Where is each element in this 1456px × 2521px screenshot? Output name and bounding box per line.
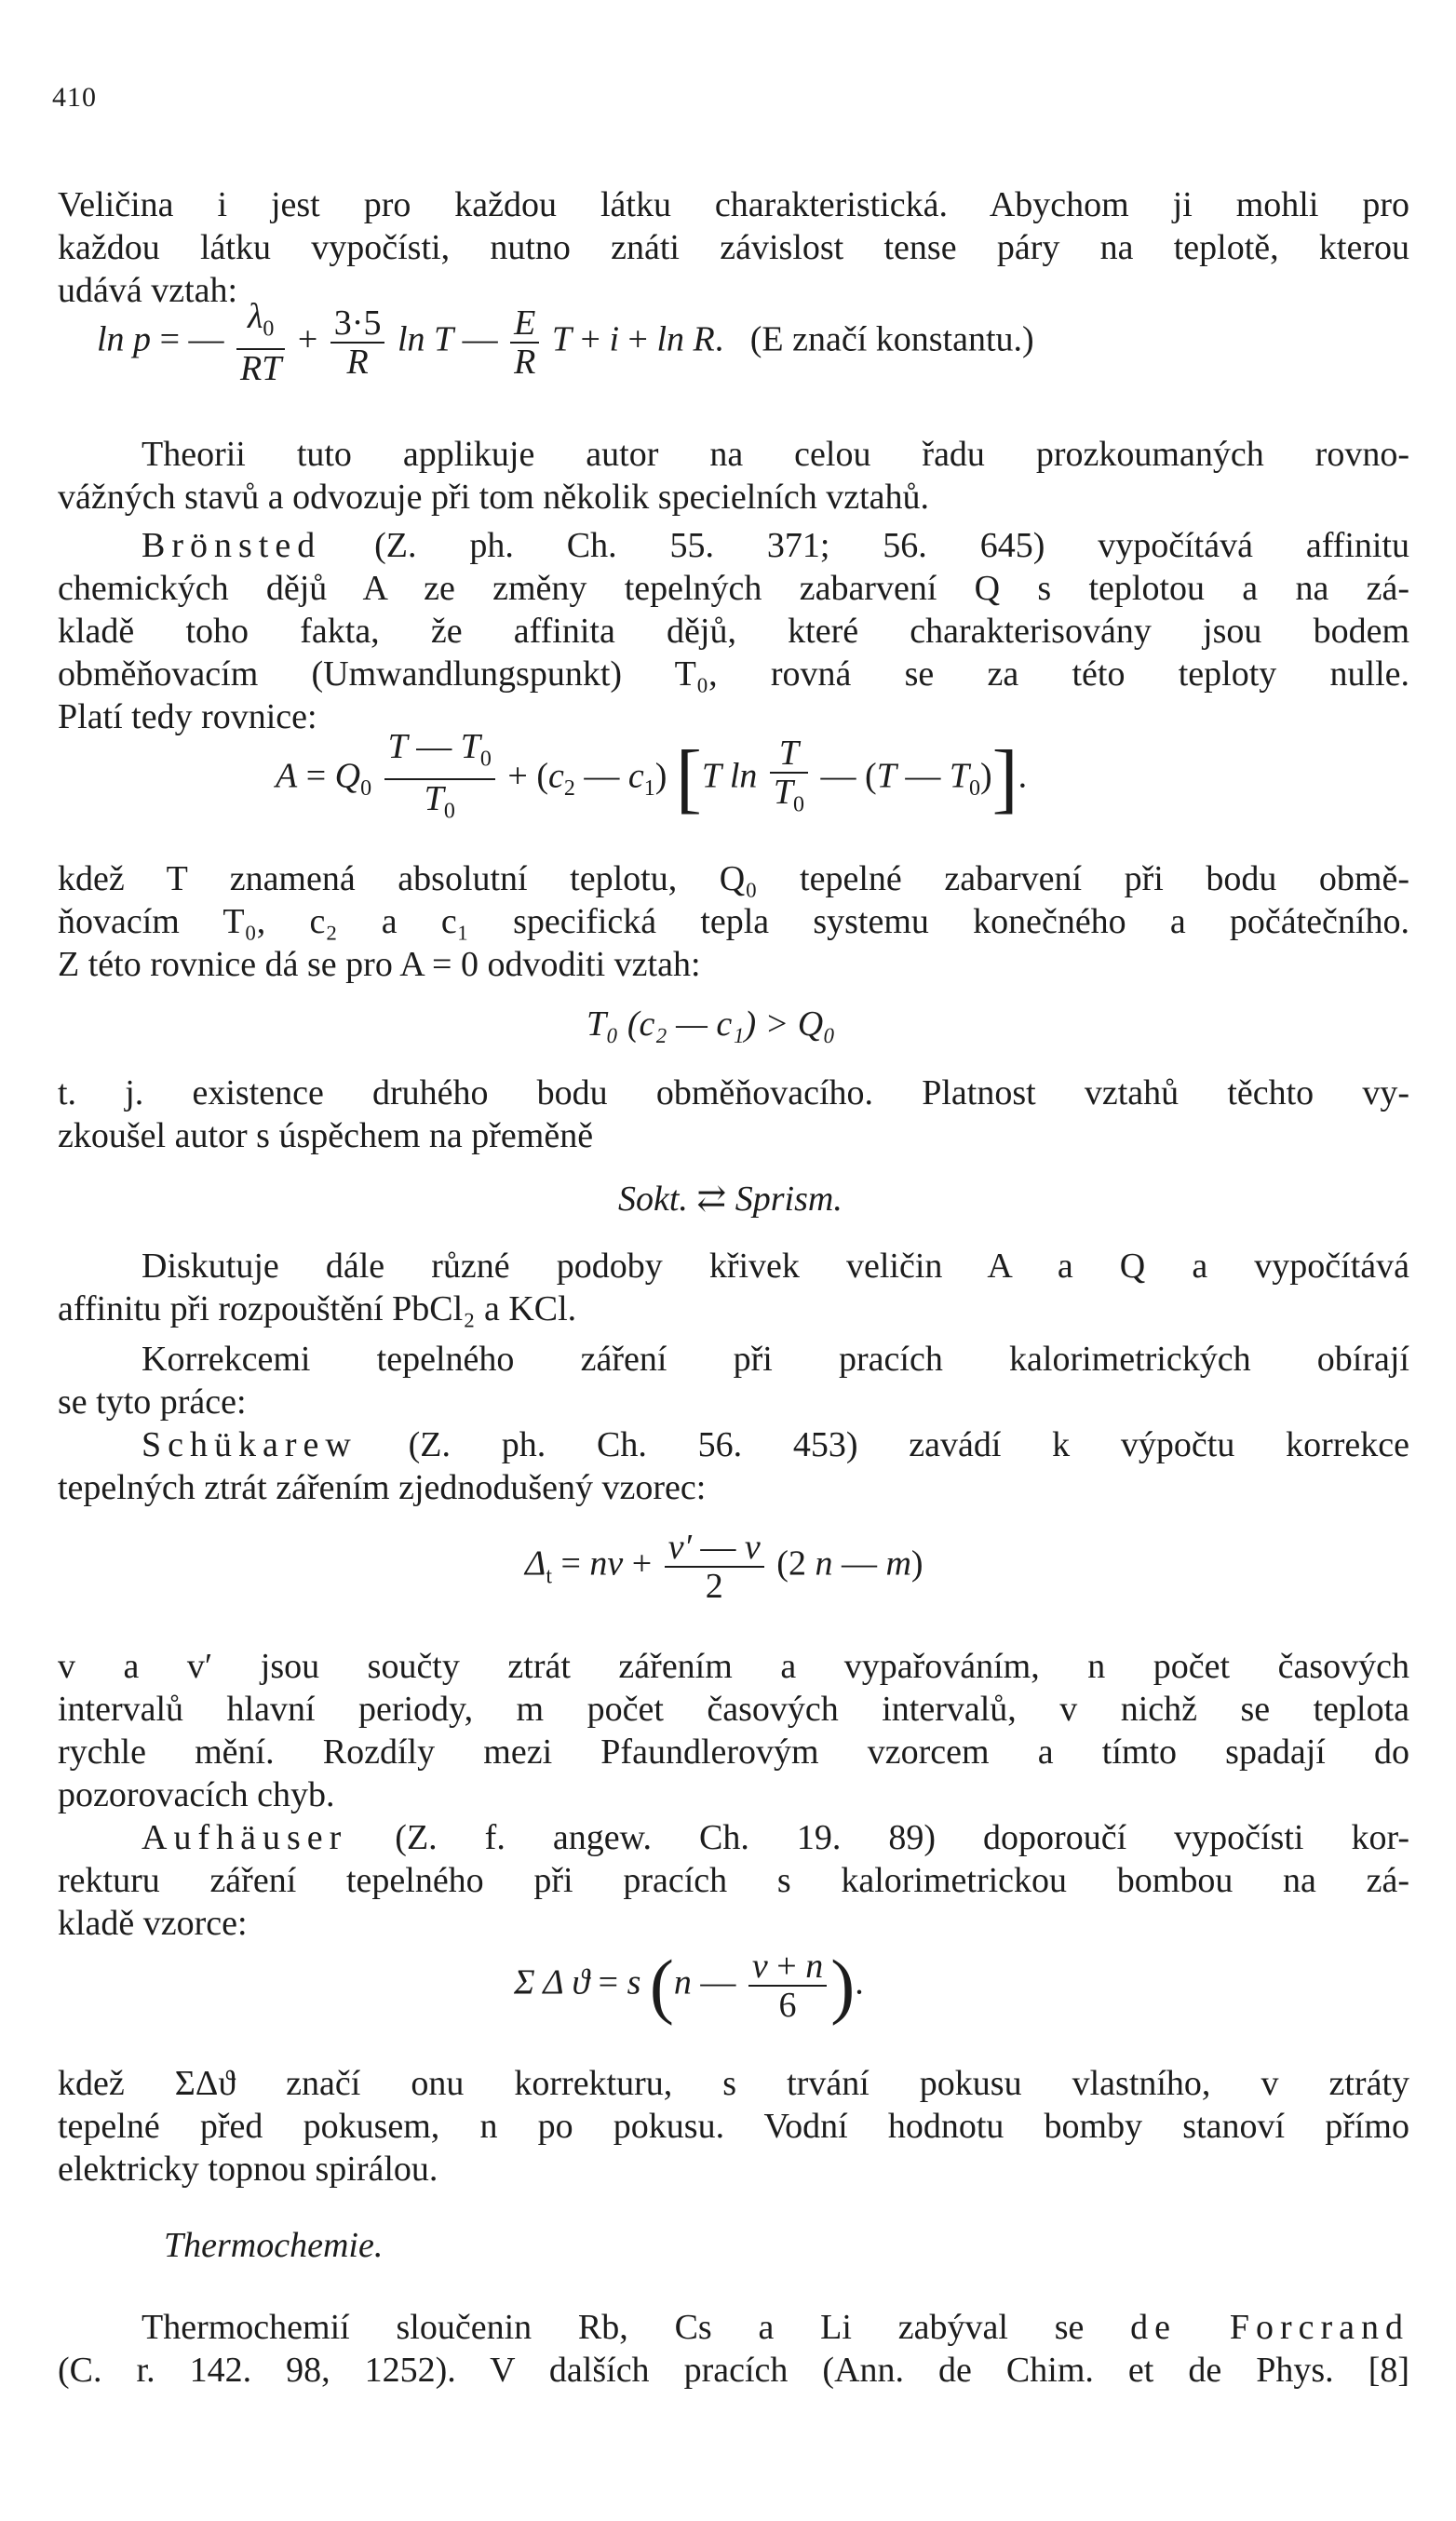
author-name: Schükarew <box>142 1425 357 1464</box>
text-line: udává vztah: <box>58 271 238 310</box>
author-name: Brönsted <box>142 526 322 565</box>
text-line: se tyto práce: <box>58 1382 247 1422</box>
text-line: Diskutuje dále různé podoby křivek veličin A a Q a vypočítává <box>142 1247 1409 1286</box>
text-fragment: (Z. ph. Ch. 55. 371; 56. 645) vypočítává affinitu <box>374 526 1409 565</box>
text-line: tepelných ztrát zářením zjednodušený vzorec: <box>58 1468 707 1507</box>
text-line: tepelné před pokusem, n po pokusu. Vodní hodnotu bomby stanoví přímo <box>58 2107 1409 2146</box>
text-line <box>142 2307 1409 2348</box>
text-line: pozorovacích chyb. <box>58 1775 335 1814</box>
text-line: v a v′ jsou součty ztrát zářením a vypařováním, n počet časových <box>58 1647 1409 1686</box>
text-line: (C. r. 142. 98, 1252). V dalších pracích (Ann. de Chim. et de Phys. [8] <box>58 2351 1409 2390</box>
text-line: Veličina i jest pro každou látku charakteristická. Abychom ji mohli pro <box>58 185 1409 224</box>
text-line: vážných stavů a odvozuje při tom několik specielních vztahů. <box>58 478 929 517</box>
text-line: zkoušel autor s úspěchem na přeměně <box>58 1116 594 1155</box>
author-name: de Forcrand <box>1130 2308 1410 2347</box>
text-line: Platí tedy rovnice: <box>58 697 317 736</box>
equation-condition: T₀ (c₂ — c₁) > Q₀ <box>586 1004 836 1044</box>
equation-radiation-correction: $\Delta_t$ = nv + $\frac{v' — v}{2}$ (2 n — m) <box>525 1528 923 1606</box>
text-line: chemických dějů A ze změny tepelných zabarvení Q s teplotou a na zá- <box>58 569 1409 608</box>
text-fragment: (Z. ph. Ch. 56. 453) zavádí k výpočtu korrekce <box>408 1425 1410 1464</box>
text-line: každou látku vypočísti, nutno znáti závislost tense páry na teplotě, kterou <box>58 228 1409 267</box>
text-line <box>142 525 1409 566</box>
text-line: rekturu záření tepelného při pracích s kalorimetrickou bombou na zá- <box>58 1861 1409 1900</box>
text-line <box>142 1817 1409 1858</box>
text-line: intervalů hlavní periody, m počet časových intervalů, v nichž se teplota <box>58 1690 1409 1729</box>
equation-vapor-pressure: ln p = — $\frac{\lambda_0}{RT}$ + $\frac{3\cdot 5}{R}$ ln T — $\frac{E}{R}$ T + i + ln R. (E značí konstantu.) <box>97 297 1034 388</box>
text-line: obměňovacím (Umwandlungspunkt) T₀, rovná se za této teploty nulle. <box>58 654 1409 694</box>
text-line <box>142 1424 1409 1465</box>
text-line: Korrekcemi tepelného záření při pracích kalorimetrických obírají <box>142 1340 1409 1379</box>
page-number: 410 <box>52 82 97 113</box>
text-fragment: (Z. f. angew. Ch. 19. 89) doporoučí vypočísti kor- <box>395 1818 1410 1857</box>
text-line: kdež ΣΔϑ značí onu korrekturu, s trvání pokusu vlastního, v ztráty <box>58 2064 1409 2103</box>
equation-transformation: Sokt. ⇄ Sprism. <box>618 1180 843 1219</box>
equation-bomb-correction: Σ Δ ϑ = s (n — $\frac{v + n}{6}$ ). <box>514 1945 864 2026</box>
text-line: kdež T znamená absolutní teplotu, Q₀ tepelné zabarvení při bodu obmě- <box>58 859 1409 898</box>
author-name: Aufhäuser <box>142 1818 348 1857</box>
text-line: ňovacím T₀, c₂ a c₁ specifická tepla systemu konečného a počátečního. <box>58 902 1409 941</box>
text-line: elektricky topnou spirálou. <box>58 2150 438 2189</box>
section-heading: Thermochemie. <box>164 2226 384 2265</box>
text-line: t. j. existence druhého bodu obměňovacího. Platnost vztahů těchto vy- <box>58 1073 1409 1112</box>
text-line: rychle mění. Rozdíly mezi Pfaundlerovým vzorcem a tímto spadají do <box>58 1732 1409 1772</box>
text-line: kladě vzorce: <box>58 1904 248 1943</box>
text-line: Z této rovnice dá se pro A = 0 odvoditi vztah: <box>58 945 701 984</box>
text-line: affinitu při rozpouštění PbCl₂ a KCl. <box>58 1289 577 1328</box>
text-fragment: Thermochemií sloučenin Rb, Cs a Li zabýval se <box>142 2308 1085 2347</box>
text-line: Theorii tuto applikuje autor na celou řadu prozkoumaných rovno- <box>142 435 1409 474</box>
equation-note: (E značí konstantu.) <box>749 319 1034 359</box>
text-line: kladě toho fakta, že affinita dějů, které charakterisovány jsou bodem <box>58 612 1409 651</box>
equation-affinity: $A = Q_0$ $\frac{T — T_0}{T_0}$ + ($c_2$ — $c_1$) [T ln $\frac{T}{T_0}$ — (T — $T_0$)]. <box>276 727 1028 824</box>
